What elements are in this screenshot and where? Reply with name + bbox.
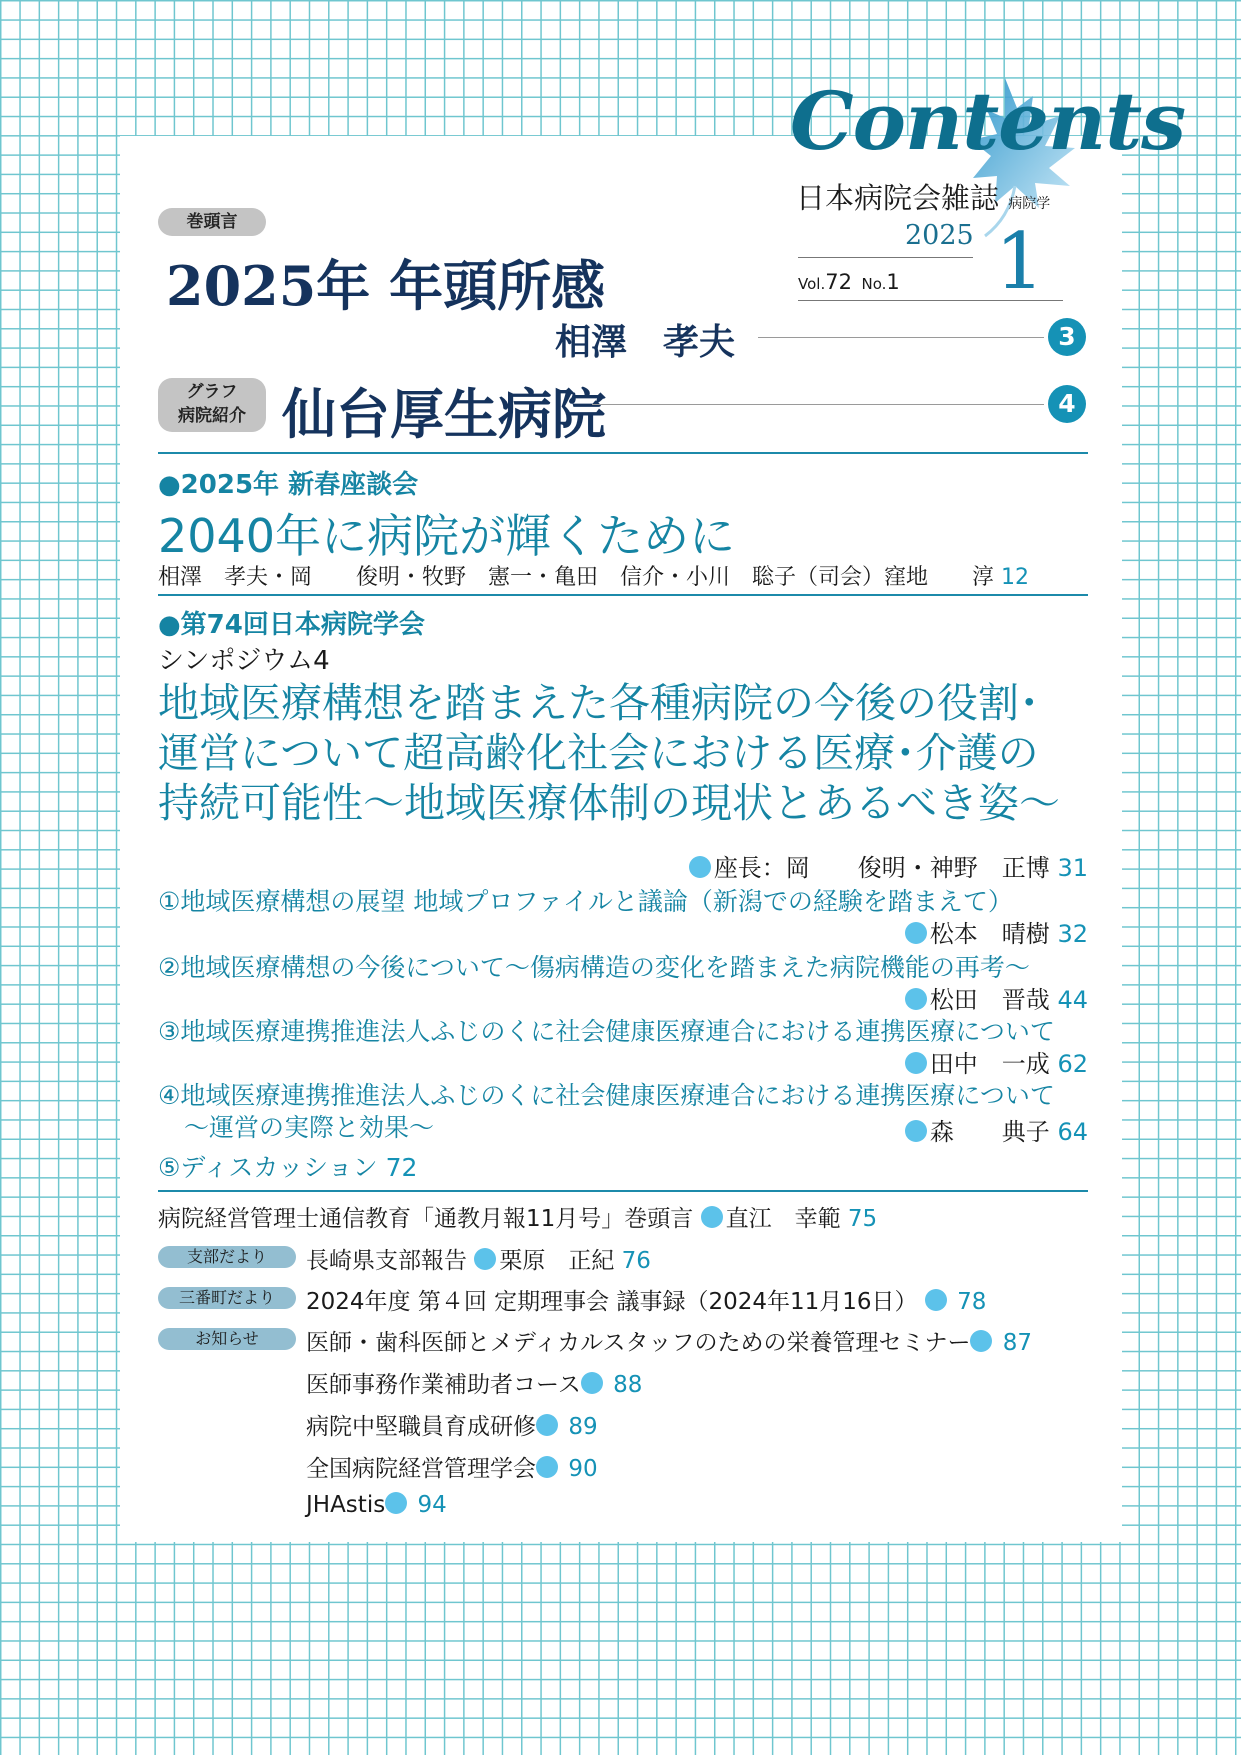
masthead-divider: [798, 257, 973, 258]
section-rule: [158, 452, 1088, 454]
notice-item[interactable]: 医師・歯科医師とメディカルスタッフのための栄養管理セミナー 87: [306, 1330, 1033, 1356]
section-rule: [158, 594, 1088, 596]
opening-tag: 巻頭言: [158, 208, 266, 236]
roundtable-authors: 相澤 孝夫・岡 俊明・牧野 憲一・亀田 信介・小川 聡子（司会）窪地 淳 12: [158, 565, 1030, 590]
roundtable-heading: ●2025年 新春座談会: [158, 470, 419, 500]
chair-line: 座長：岡 俊明・神野 正博 31: [689, 848, 1088, 883]
bullet-icon: [474, 1248, 496, 1270]
bullet-icon: [970, 1330, 992, 1352]
symposium-item-4[interactable]: ④地域医療連携推進法人ふじのくに社会健康医療連合における連携医療について: [158, 1081, 1055, 1110]
symposium-item-1[interactable]: ①地域医療構想の展望 地域プロファイルと議論（新潟での経験を踏まえて）: [158, 887, 1013, 916]
roundtable-title[interactable]: 2040年に病院が輝くために: [158, 509, 736, 563]
symposium-title[interactable]: 地域医療構想を踏まえた各種病院の今後の役割･ 運営について超高齢化社会における医療･介護の 持続可能性～地域医療体制の現状とあるべき姿～: [158, 679, 1060, 827]
notice-tag: お知らせ: [158, 1328, 296, 1350]
bullet-icon: [536, 1414, 558, 1436]
congress-heading: ●第74回日本病院学会: [158, 610, 425, 640]
bullet-icon: [581, 1372, 603, 1394]
item-1-author: 松本 晴樹 32: [905, 914, 1088, 949]
symposium-label: シンポジウム4: [158, 646, 330, 676]
notice-item[interactable]: JHAstis 94: [306, 1492, 447, 1518]
item-2-author: 松田 晋哉 44: [905, 980, 1088, 1015]
branch-tag: 支部だより: [158, 1246, 296, 1268]
opening-title[interactable]: 2025年 年頭所感: [166, 254, 606, 318]
bullet-icon: [385, 1492, 407, 1514]
bullet-icon: [689, 856, 711, 878]
opening-author: 相澤 孝夫: [555, 321, 736, 363]
issue-month: 1: [995, 217, 1045, 307]
bullet-icon: [905, 922, 927, 944]
issue-year: 2025: [905, 220, 974, 251]
bullet-icon: [536, 1456, 558, 1478]
item-4-author: 森 典子 64: [905, 1112, 1088, 1147]
graph-tag: グラフ 病院紹介: [158, 378, 266, 432]
symposium-item-4-subtitle: ～運営の実際と効果～: [184, 1113, 435, 1142]
bullet-icon: [701, 1206, 723, 1228]
symposium-item-2[interactable]: ②地域医療構想の今後について～傷病構造の変化を踏まえた病院機能の再考～: [158, 953, 1030, 982]
sanban-item[interactable]: 2024年度 第４回 定期理事会 議事録（2024年11月16日） 78: [306, 1289, 987, 1315]
notice-item[interactable]: 病院中堅職員育成研修 89: [306, 1414, 598, 1440]
notice-item[interactable]: 医師事務作業補助者コース 88: [306, 1372, 643, 1398]
leader-line: [758, 337, 1044, 338]
tsushin-line[interactable]: 病院経営管理士通信教育「通教月報11月号」巻頭言 直江 幸範 75: [158, 1206, 878, 1232]
item-3-author: 田中 一成 62: [905, 1044, 1088, 1079]
symposium-item-3[interactable]: ③地域医療連携推進法人ふじのくに社会健康医療連合における連携医療について: [158, 1017, 1055, 1046]
leader-line: [592, 404, 1044, 405]
notice-item[interactable]: 全国病院経営管理学会 90: [306, 1456, 598, 1482]
symposium-discussion[interactable]: ⑤ディスカッション 72: [158, 1153, 418, 1182]
volume-number: Vol.72 No.1: [798, 270, 900, 294]
page-badge-graph: 4: [1048, 385, 1086, 423]
masthead-bottom-rule: [798, 300, 1063, 301]
section-rule: [158, 1190, 1088, 1192]
bullet-icon: [925, 1289, 947, 1311]
bullet-icon: [905, 988, 927, 1010]
page-badge-opening: 3: [1048, 318, 1086, 356]
journal-name: 日本病院会雑誌 病院学: [796, 181, 1051, 215]
branch-item[interactable]: 長崎県支部報告 栗原 正紀 76: [306, 1248, 651, 1274]
bullet-icon: [905, 1120, 927, 1142]
bullet-icon: [905, 1052, 927, 1074]
graph-title[interactable]: 仙台厚生病院: [282, 382, 606, 446]
contents-title: Contents: [790, 74, 1186, 168]
sanban-tag: 三番町だより: [158, 1287, 296, 1309]
